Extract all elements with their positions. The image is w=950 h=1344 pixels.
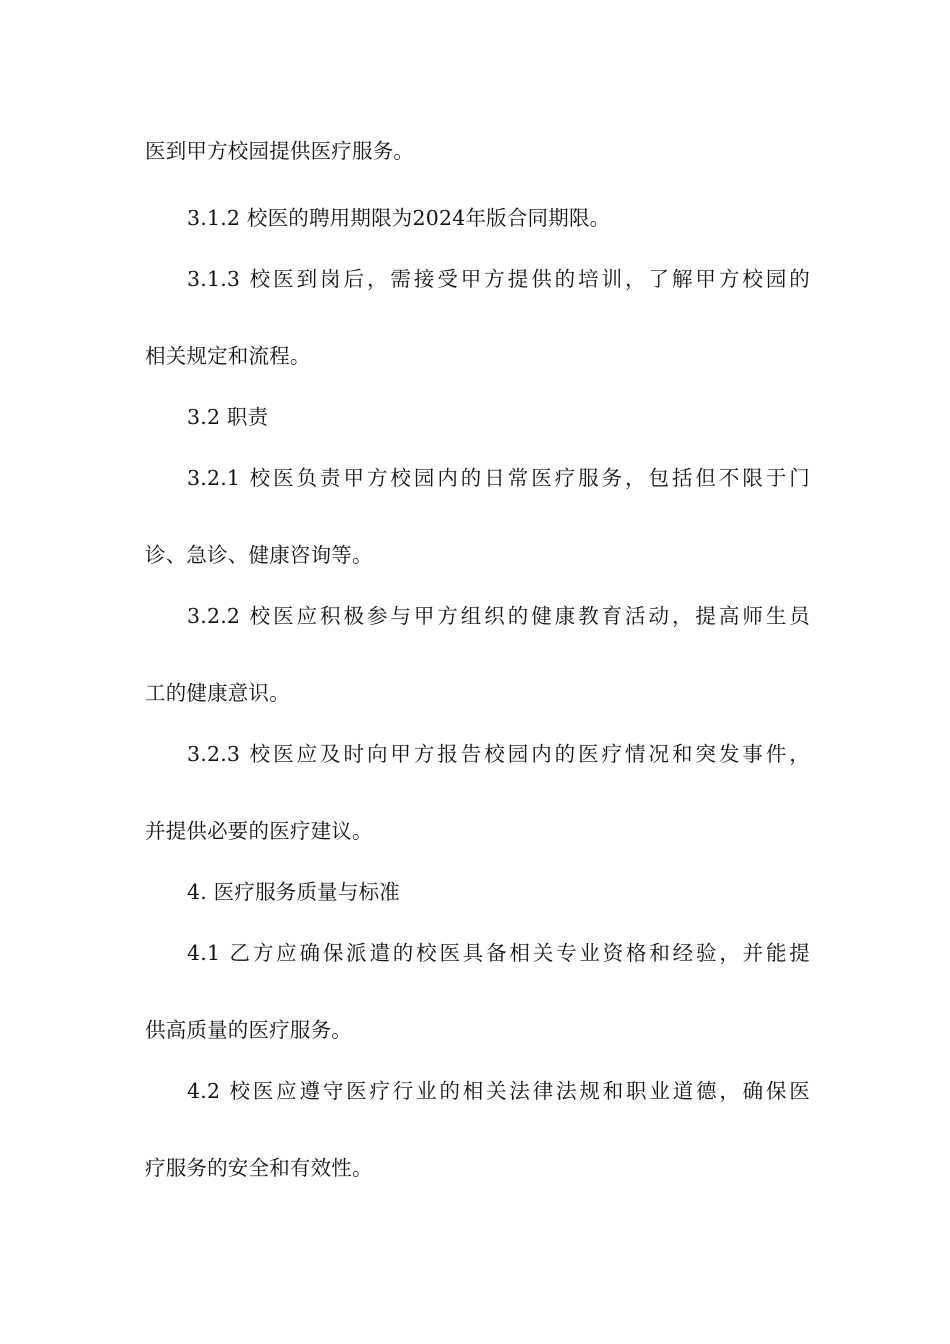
paragraph-continuation: 医到甲方校园提供医疗服务。 bbox=[145, 139, 415, 163]
clause-4-2-line-1: 4.2 校医应遵守医疗行业的相关法律法规和职业道德，确保医 bbox=[187, 1079, 810, 1103]
clause-3-2-2-line-1: 3.2.2 校医应积极参与甲方组织的健康教育活动，提高师生员 bbox=[187, 604, 810, 628]
clause-3-1-2: 3.1.2 校医的聘用期限为2024年版合同期限。 bbox=[187, 206, 611, 230]
clause-3-2-3-line-1: 3.2.3 校医应及时向甲方报告校园内的医疗情况和突发事件， bbox=[187, 742, 810, 766]
clause-3-2-2-line-2: 工的健康意识。 bbox=[145, 681, 290, 705]
section-4-heading: 4. 医疗服务质量与标准 bbox=[187, 880, 400, 904]
section-3-2-heading: 3.2 职责 bbox=[187, 405, 269, 429]
clause-3-1-3-line-1: 3.1.3 校医到岗后，需接受甲方提供的培训，了解甲方校园的 bbox=[187, 267, 810, 291]
clause-3-2-3-line-2: 并提供必要的医疗建议。 bbox=[145, 819, 373, 843]
clause-4-1-line-2: 供高质量的医疗服务。 bbox=[145, 1018, 352, 1042]
clause-4-2-line-2: 疗服务的安全和有效性。 bbox=[145, 1156, 373, 1180]
clause-3-2-1-line-1: 3.2.1 校医负责甲方校园内的日常医疗服务，包括但不限于门 bbox=[187, 466, 810, 490]
clause-3-2-1-line-2: 诊、急诊、健康咨询等。 bbox=[145, 543, 373, 567]
clause-3-1-3-line-2: 相关规定和流程。 bbox=[145, 344, 311, 368]
clause-4-1-line-1: 4.1 乙方应确保派遣的校医具备相关专业资格和经验，并能提 bbox=[187, 941, 810, 965]
